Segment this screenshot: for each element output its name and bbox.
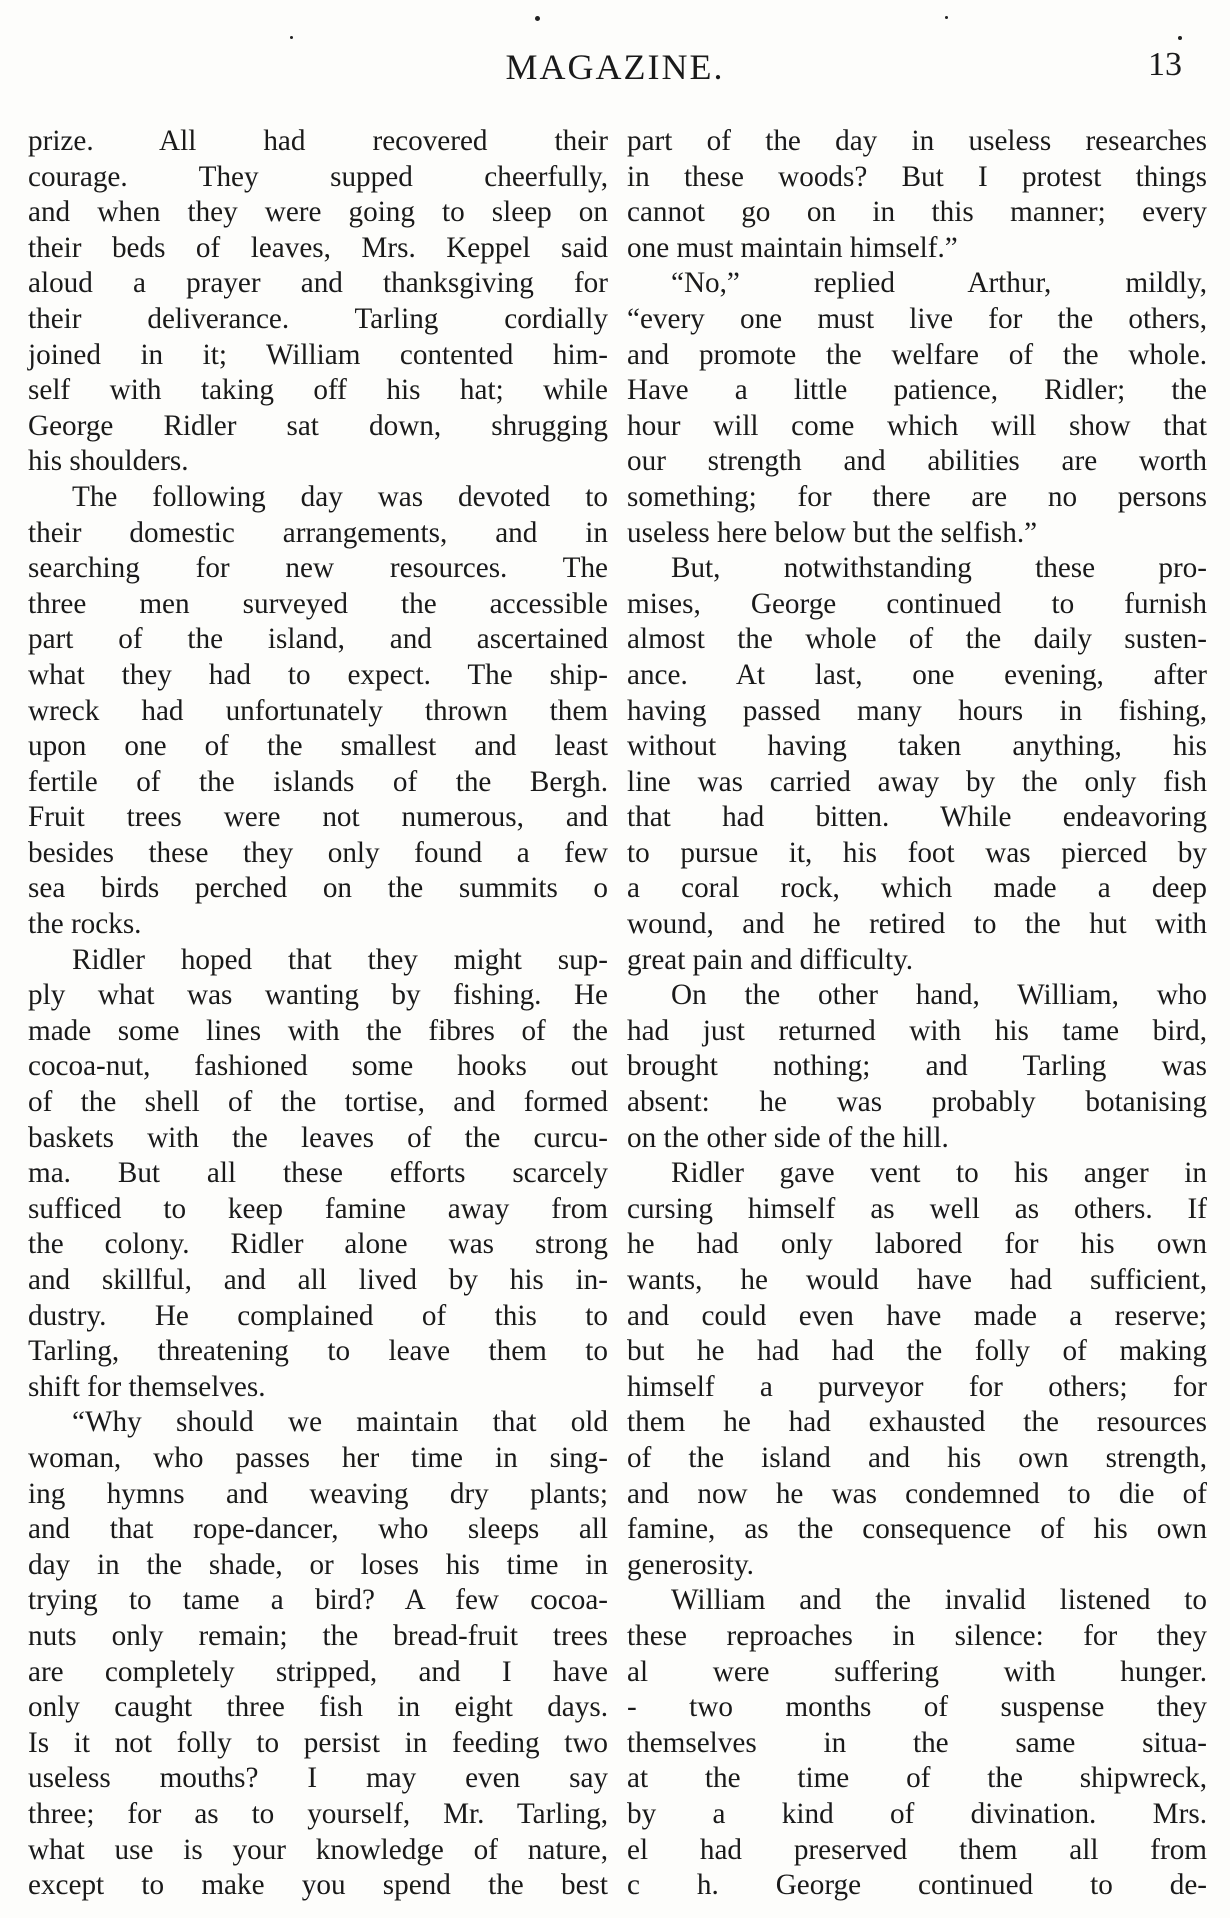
text-line: brought nothing; and Tarling was — [627, 1050, 1207, 1083]
text-line: ing hymns and weaving dry plants; — [28, 1477, 608, 1510]
text-line: “No,” replied Arthur, mildly, — [671, 267, 1207, 300]
text-line: But, notwithstanding these pro- — [671, 552, 1207, 585]
text-line: prize. All had recovered their — [28, 125, 608, 157]
text-line: and now he was condemned to die of — [627, 1477, 1207, 1510]
text-line: joined in it; William contented him- — [28, 338, 608, 371]
text-line: fertile of the islands of the Bergh. — [28, 765, 608, 798]
text-line: his shoulders. — [28, 445, 189, 478]
text-line: themselves in the same situa- — [627, 1726, 1207, 1759]
text-line: el had preserved them all from — [627, 1833, 1207, 1866]
text-line: hour will come which will show that — [627, 409, 1207, 442]
text-line: and that rope-dancer, who sleeps all — [28, 1513, 608, 1546]
text-line: on the other side of the hill. — [627, 1121, 949, 1154]
text-line: upon one of the smallest and least — [28, 730, 608, 763]
text-line: “Why should we maintain that old — [72, 1406, 608, 1439]
text-line: line was carried away by the only fish — [627, 765, 1207, 798]
text-line: William and the invalid listened to — [671, 1584, 1207, 1617]
text-line: one must maintain himself.” — [627, 231, 958, 264]
text-line: sufficed to keep famine away from — [28, 1192, 608, 1225]
text-line: woman, who passes her time in sing- — [28, 1441, 608, 1474]
text-line: of the island and his own strength, — [627, 1441, 1207, 1474]
text-line: wound, and he retired to the hut with — [627, 908, 1207, 941]
text-line: searching for new resources. The — [28, 552, 608, 585]
text-line: ply what was wanting by fishing. He — [28, 979, 608, 1012]
text-line: absent: he was probably botanising — [627, 1086, 1207, 1119]
text-line: almost the whole of the daily susten- — [627, 623, 1207, 656]
text-line: their beds of leaves, Mrs. Keppel said — [28, 231, 608, 264]
text-line: of the shell of the tortise, and formed — [28, 1086, 608, 1119]
text-line: their deliverance. Tarling cordially — [28, 302, 608, 335]
text-line: what use is your knowledge of nature, — [28, 1833, 608, 1866]
text-line: had just returned with his tame bird, — [627, 1014, 1207, 1047]
text-line: c h. George continued to de- — [627, 1869, 1207, 1902]
text-line: he had only labored for his own — [627, 1228, 1207, 1261]
text-line: mises, George continued to furnish — [627, 587, 1207, 620]
text-line: trying to tame a bird? A few cocoa- — [28, 1584, 608, 1617]
text-line: except to make you spend the best — [28, 1869, 608, 1902]
text-line: made some lines with the fibres of the — [28, 1014, 608, 1047]
text-line: and when they were going to sleep on — [28, 196, 608, 229]
text-line: the colony. Ridler alone was strong — [28, 1228, 608, 1261]
text-line: three; for as to yourself, Mr. Tarling, — [28, 1797, 608, 1830]
text-line: at the time of the shipwreck, — [627, 1762, 1207, 1795]
text-line: self with taking off his hat; while — [28, 374, 608, 407]
text-line: George Ridler sat down, shrugging — [28, 409, 608, 442]
text-line: day in the shade, or loses his time in — [28, 1548, 608, 1581]
text-line: without having taken anything, his — [627, 730, 1207, 763]
text-line: Is it not folly to persist in feeding two — [28, 1726, 608, 1759]
text-line: ma. But all these efforts scarcely — [28, 1157, 608, 1190]
text-line: part of the island, and ascertained — [28, 623, 608, 656]
text-line: in these woods? But I protest things — [627, 160, 1207, 193]
text-line: Fruit trees were not numerous, and — [28, 801, 608, 834]
page-header — [0, 46, 1230, 96]
text-line: shift for themselves. — [28, 1370, 266, 1403]
page-number: 13 — [1148, 46, 1182, 83]
text-line: sea birds perched on the summits o — [28, 872, 608, 905]
text-line: to pursue it, his foot was pierced by — [627, 836, 1207, 869]
text-line: having passed many hours in fishing, — [627, 694, 1207, 727]
text-line: great pain and difficulty. — [627, 943, 914, 976]
text-line: Ridler gave vent to his anger in — [671, 1157, 1207, 1190]
text-line: cannot go on in this manner; every — [627, 196, 1207, 229]
text-line: the rocks. — [28, 908, 142, 941]
text-line: their domestic arrangements, and in — [28, 516, 608, 549]
text-line: our strength and abilities are worth — [627, 445, 1207, 478]
text-line: Tarling, threatening to leave them to — [28, 1335, 608, 1368]
text-line: himself a purveyor for others; for — [627, 1370, 1207, 1403]
text-line: famine, as the consequence of his own — [627, 1513, 1207, 1546]
text-line: them he had exhausted the resources — [627, 1406, 1207, 1439]
text-line: ance. At last, one evening, after — [627, 658, 1207, 691]
text-line: what they had to expect. The ship- — [28, 658, 608, 691]
scan-speck — [945, 16, 948, 19]
text-line: and skillful, and all lived by his in- — [28, 1264, 608, 1296]
text-column-left — [28, 124, 608, 1904]
text-line: On the other hand, William, who — [671, 979, 1207, 1012]
text-line: generosity. — [627, 1548, 754, 1581]
text-line: only caught three fish in eight days. — [28, 1691, 608, 1724]
text-line: wants, he would have had sufficient, — [627, 1264, 1207, 1296]
text-line: al were suffering with hunger. — [627, 1655, 1207, 1688]
text-line: besides these they only found a few — [28, 836, 608, 869]
text-line: and promote the welfare of the whole. — [627, 338, 1207, 371]
text-line: something; for there are no persons — [627, 480, 1207, 513]
scan-speck — [535, 16, 540, 21]
text-line: three men surveyed the accessible — [28, 587, 608, 620]
text-line: these reproaches in silence: for they — [627, 1619, 1207, 1652]
text-line: and could even have made a reserve; — [627, 1299, 1207, 1332]
text-line: part of the day in useless researches — [627, 125, 1207, 157]
text-line: Have a little patience, Ridler; the — [627, 374, 1207, 407]
scan-speck — [290, 36, 293, 39]
text-line: cocoa-nut, fashioned some hooks out — [28, 1050, 608, 1083]
text-line: aloud a prayer and thanksgiving for — [28, 267, 608, 300]
text-line: The following day was devoted to — [72, 480, 608, 513]
text-line: that had bitten. While endeavoring — [627, 801, 1207, 834]
text-line: useless here below but the selfish.” — [627, 516, 1038, 549]
text-line: baskets with the leaves of the curcu- — [28, 1121, 608, 1154]
text-column-right — [627, 124, 1207, 1904]
running-title: MAGAZINE. — [505, 47, 725, 87]
text-line: but he had had the folly of making — [627, 1335, 1207, 1368]
text-line: cursing himself as well as others. If — [627, 1192, 1207, 1225]
text-line: - two months of suspense they — [627, 1691, 1207, 1724]
text-line: courage. They supped cheerfully, — [28, 160, 608, 193]
text-line: a coral rock, which made a deep — [627, 872, 1207, 905]
text-line: wreck had unfortunately thrown them — [28, 694, 608, 727]
text-line: are completely stripped, and I have — [28, 1655, 608, 1688]
text-line: Ridler hoped that they might sup- — [72, 943, 608, 976]
scan-speck — [1178, 36, 1182, 40]
text-line: dustry. He complained of this to — [28, 1299, 608, 1332]
text-line: nuts only remain; the bread-fruit trees — [28, 1619, 608, 1652]
text-line: “every one must live for the others, — [627, 302, 1207, 335]
text-line: useless mouths? I may even say — [28, 1762, 608, 1795]
text-line: by a kind of divination. Mrs. — [627, 1797, 1207, 1830]
